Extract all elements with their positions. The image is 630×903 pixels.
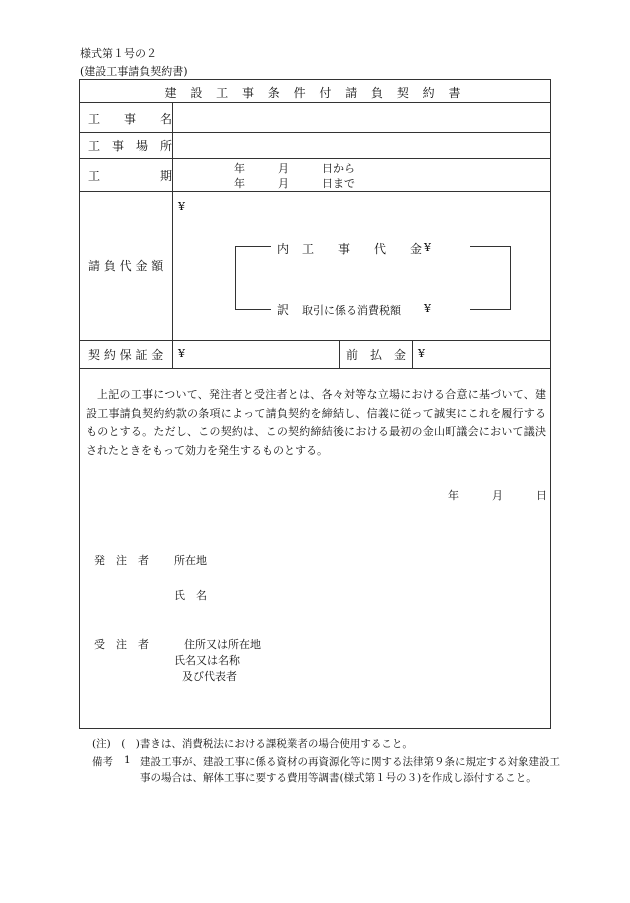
breakdown-bracket-left [235,246,271,310]
breakdown-detail-label: 訳 [277,303,290,317]
remark-line-1: 建設工事が、建設工事に係る資材の再資源化等に関する法律第９条に規定する対象建設工 [140,756,560,768]
remark-line-2: 事の場合は、解体工事に要する費用等調書(様式第１号の３)を作成し添付すること。 [140,772,537,784]
contractor-representative-label: 及び代表者 [182,670,237,683]
contract-date: 年 月 日 [448,489,547,502]
tax-value: ¥ [424,302,431,315]
column-divider [172,102,173,368]
divider [80,340,550,341]
site-label: 工 事 場 所 [88,139,173,153]
security-label: 契 約 保 証 金 [88,348,164,362]
construction-cost-label: 工 事 代 金 [302,242,423,256]
remark-number: 1 [124,754,131,766]
orderer-name-label: 氏 名 [174,589,207,602]
column-divider [412,340,413,368]
amount-value: ¥ [178,200,185,213]
form-title: 建 設 工 事 条 件 付 請 負 契 約 書 [164,86,466,100]
divider [80,132,550,133]
project-name-label: 工 事 名 [88,112,173,126]
advance-value: ¥ [418,347,425,360]
period-label: 工 期 [88,169,173,183]
column-divider [339,340,340,368]
contract-form [79,79,551,729]
contractor-name-label: 氏名又は名称 [174,654,240,667]
contract-paragraph: 上記の工事について、発注者と受注者とは、各々対等な立場における合意に基づいて、建設工事請負契約約款の条項によって請負契約を締結し、信義に従って誠実にこれを履行するものとする。ただし、この契約は、この契約締結後における最初の金山町議会において議決されたときをもって効力を発生するものとする。 [86,388,546,457]
period-end: 年 月 日まで [234,177,355,190]
contractor-address-label: 住所又は所在地 [184,638,261,651]
advance-label: 前 払 金 [346,348,407,362]
tax-label: 取引に係る消費税額 [302,304,401,317]
note-tax: (注) ( )書きは、消費税法における課税業者の場合使用すること。 [92,738,413,750]
divider [80,102,550,103]
form-subtitle: (建設工事請負契約書) [80,65,188,78]
remark-label: 備考 [92,756,113,768]
breakdown-inner-label: 内 [277,242,290,256]
divider [80,191,550,192]
form-number: 様式第１号の２ [80,47,157,60]
contractor-label: 受 注 者 [94,638,149,651]
breakdown-bracket-right [470,246,511,310]
period-start: 年 月 日から [234,162,355,175]
construction-cost-value: ¥ [424,241,431,254]
amount-label: 請 負 代 金 額 [88,259,164,273]
divider [80,158,550,159]
orderer-address-label: 所在地 [174,554,207,567]
security-value: ¥ [178,347,185,360]
orderer-label: 発 注 者 [94,554,149,567]
divider [80,368,550,369]
